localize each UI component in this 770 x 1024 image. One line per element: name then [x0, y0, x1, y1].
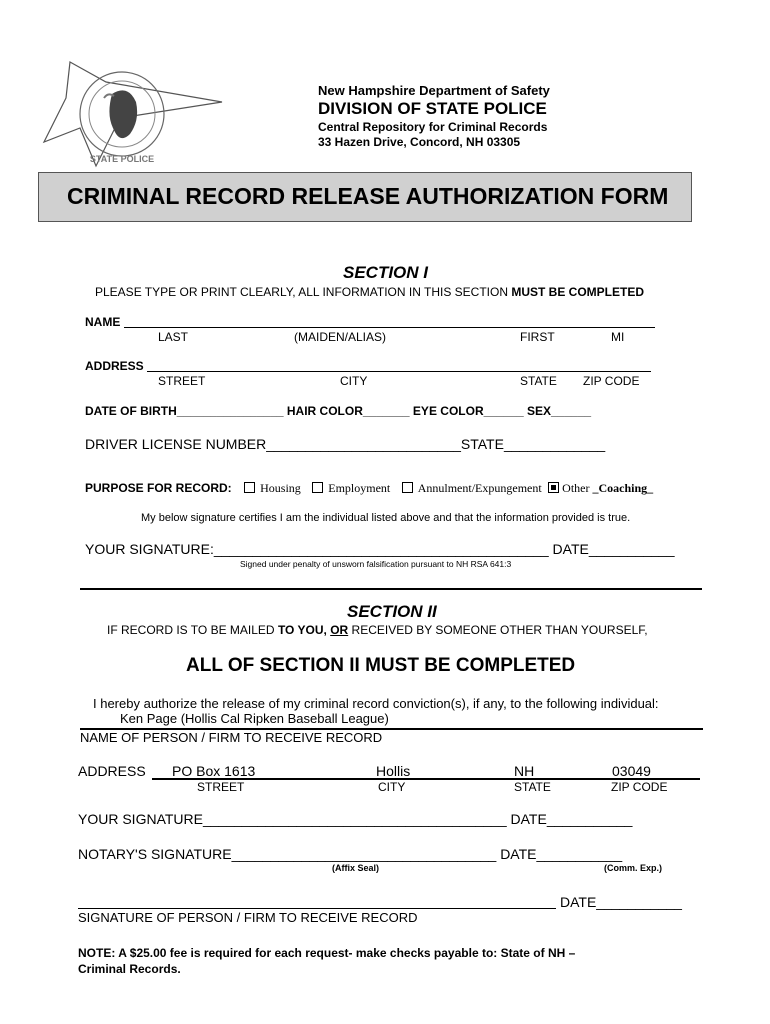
address-label: ADDRESS	[85, 359, 144, 373]
certify-statement: My below signature certifies I am the individual listed above and that the information provided is true.	[141, 512, 631, 524]
recipient-name-label: NAME OF PERSON / FIRM TO RECEIVE RECORD	[80, 730, 383, 745]
other-checkbox-checked[interactable]	[548, 482, 559, 493]
recipient-sub-street: STREET	[197, 780, 245, 794]
penalty-note: Signed under penalty of unsworn falsification pursuant to NH RSA 641:3	[240, 559, 512, 569]
address-sub-street: STREET	[158, 374, 206, 388]
purpose-employment[interactable]	[312, 481, 390, 495]
applicant-signature-field[interactable]: YOUR SIGNATURE:___________________________________________ DATE___________	[85, 541, 675, 557]
recipient-signature-label: SIGNATURE OF PERSON / FIRM TO RECEIVE RECORD	[78, 910, 418, 925]
recipient-city-value[interactable]: Hollis	[376, 763, 411, 779]
section-1-instruction	[95, 285, 644, 299]
repository-name: Central Repository for Criminal Records	[318, 120, 548, 134]
all-section-2-heading: ALL OF SECTION II MUST BE COMPLETED	[186, 655, 576, 676]
fee-note-line-2: Criminal Records.	[78, 962, 181, 976]
annulment-label: Annulment/Expungement	[417, 481, 542, 495]
recipient-name-value[interactable]: Ken Page (Hollis Cal Ripken Baseball League)	[120, 711, 389, 726]
section-2-mailing-instruction	[107, 623, 648, 637]
instruction-emphasis: MUST BE COMPLETED	[511, 285, 645, 299]
purpose-row	[85, 479, 653, 497]
mail-text-d: RECEIVED BY SOMEONE OTHER THAN YOURSELF,	[348, 623, 648, 637]
department-name: New Hampshire Department of Safety	[318, 83, 550, 98]
annulment-checkbox[interactable]	[402, 482, 413, 493]
employment-checkbox[interactable]	[312, 482, 323, 493]
form-title: CRIMINAL RECORD RELEASE AUTHORIZATION FORM	[67, 183, 669, 209]
recipient-address-label: ADDRESS	[78, 763, 146, 779]
instruction-text: PLEASE TYPE OR PRINT CLEARLY, ALL INFORMATION IN THIS SECTION	[95, 285, 512, 299]
recipient-sub-state: STATE	[514, 780, 551, 794]
section-2-your-signature[interactable]: YOUR SIGNATURE_______________________________________ DATE___________	[78, 811, 633, 827]
fee-note-line-1: NOTE: A $25.00 fee is required for each request- make checks payable to: State of NH –	[78, 946, 576, 960]
employment-label: Employment	[328, 481, 391, 495]
agency-address: 33 Hazen Drive, Concord, NH 03305	[318, 135, 521, 149]
housing-checkbox[interactable]	[244, 482, 255, 493]
authorize-statement: I hereby authorize the release of my criminal record conviction(s), if any, to the following individual:	[93, 696, 659, 711]
recipient-signature-input[interactable]	[78, 908, 556, 909]
recipient-signature-date[interactable]: DATE___________	[560, 894, 682, 910]
purpose-label: PURPOSE FOR RECORD:	[85, 481, 232, 495]
mail-text-or: OR	[330, 623, 349, 637]
driver-license-field[interactable]: DRIVER LICENSE NUMBER_________________________STATE_____________	[85, 436, 606, 452]
housing-label: Housing	[260, 481, 301, 495]
division-name: DIVISION OF STATE POLICE	[318, 99, 547, 118]
purpose-housing[interactable]	[244, 481, 301, 495]
notary-signature[interactable]: NOTARY'S SIGNATURE__________________________________ DATE___________	[78, 846, 623, 862]
section-2-heading: SECTION II	[347, 602, 437, 621]
name-sub-mi: MI	[611, 330, 625, 344]
name-sub-maiden: (MAIDEN/ALIAS)	[294, 330, 387, 344]
recipient-state-value[interactable]: NH	[514, 763, 535, 779]
recipient-zip-value[interactable]: 03049	[612, 763, 651, 779]
mail-text-a: IF RECORD IS TO BE MAILED	[107, 623, 278, 637]
purpose-other[interactable]	[546, 481, 653, 495]
section-divider	[80, 588, 702, 590]
purpose-annulment[interactable]	[402, 481, 542, 495]
address-sub-city: CITY	[340, 374, 368, 388]
recipient-sub-zip: ZIP CODE	[611, 780, 668, 794]
comm-exp-note: (Comm. Exp.)	[604, 863, 663, 873]
address-input[interactable]	[147, 371, 651, 372]
recipient-street-value[interactable]: PO Box 1613	[172, 763, 256, 779]
svg-text:STATE POLICE: STATE POLICE	[89, 154, 155, 164]
name-label: NAME	[85, 315, 121, 329]
dob-hair-eye-sex-fields[interactable]: DATE OF BIRTH________________ HAIR COLOR_______ EYE COLOR______ SEX______	[85, 404, 592, 418]
address-sub-state: STATE	[520, 374, 557, 388]
affix-seal-note: (Affix Seal)	[332, 863, 380, 873]
name-input[interactable]	[124, 327, 655, 328]
other-label: Other	[562, 481, 590, 495]
recipient-sub-city: CITY	[378, 780, 406, 794]
name-sub-first: FIRST	[520, 330, 555, 344]
section-1-heading: SECTION I	[343, 263, 429, 282]
address-sub-zip: ZIP CODE	[583, 374, 640, 388]
mail-text-b: TO YOU,	[277, 623, 331, 637]
form-title-box	[38, 172, 692, 222]
state-police-seal-logo	[36, 58, 228, 170]
other-purpose-value[interactable]: _Coaching_	[592, 481, 654, 495]
name-sub-last: LAST	[158, 330, 189, 344]
